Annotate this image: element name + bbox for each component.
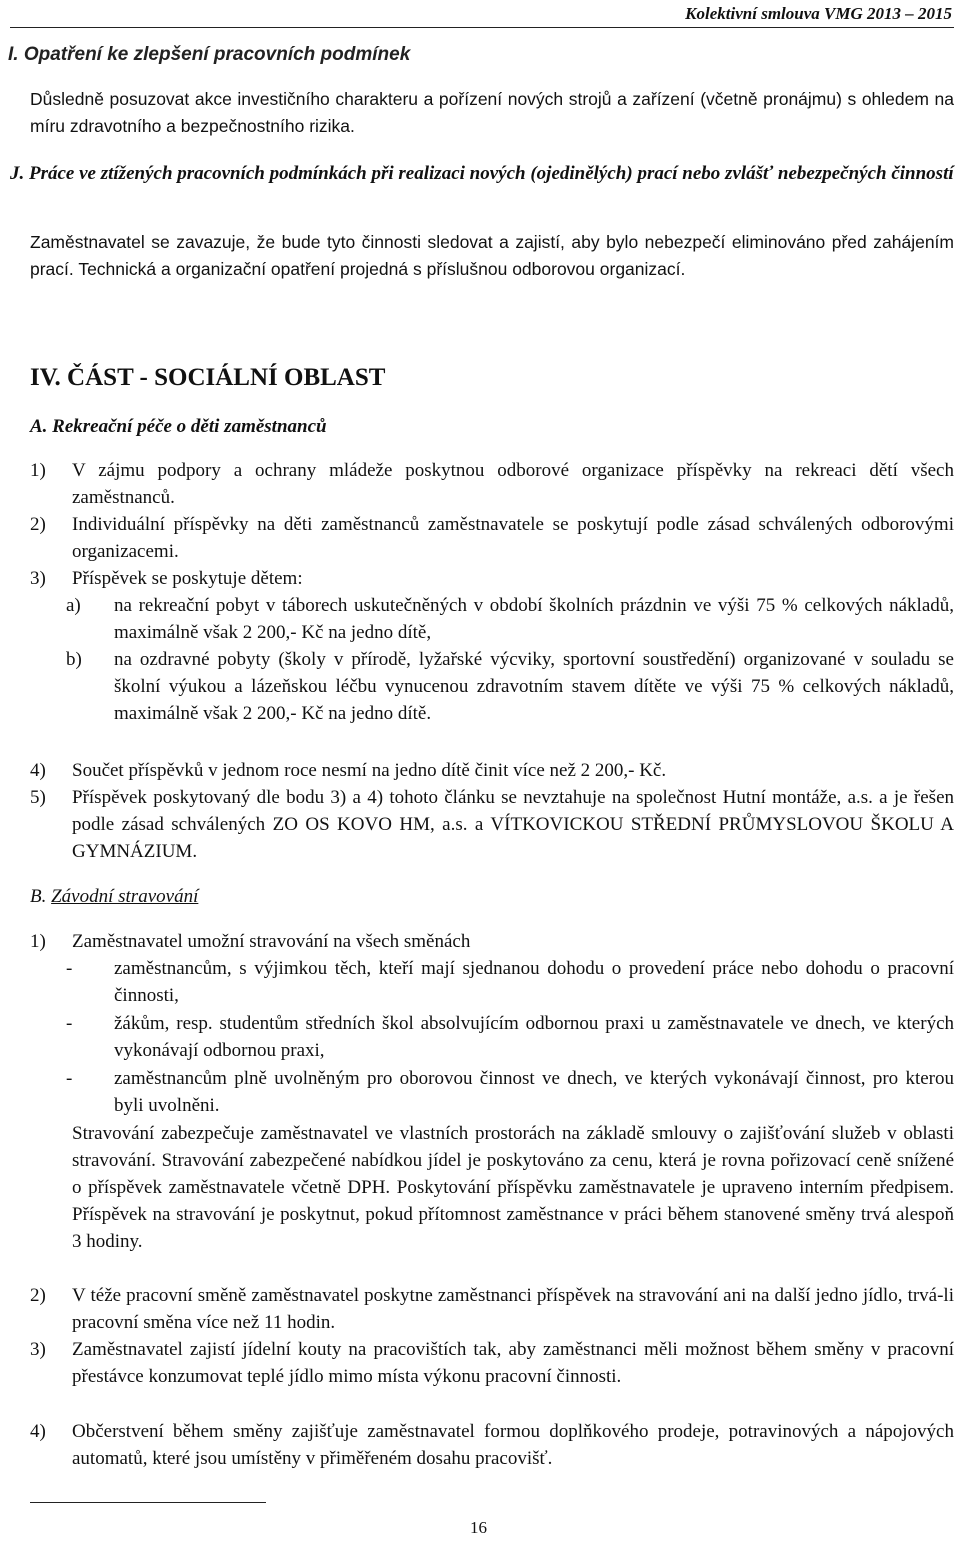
section-j-title: Práce ve ztížených pracovních podmínkách při realizaci nových (ojedinělých) prací nebo zvlášť nebezpečných činností [29,163,954,184]
list-item-text: Zaměstnavatel umožní stravování na všech směnách [72,931,471,952]
list-item [30,757,954,784]
section-b-label: B. [30,886,47,907]
section-a-heading: A. Rekreační péče o děti zaměstnanců [30,416,327,437]
sub-list-item-letter: b) [66,649,82,670]
list-item-number: 2) [30,1285,46,1306]
part-iv-heading: IV. ČÁST - SOCIÁLNÍ OBLAST [30,364,386,391]
dash-item-text: zaměstnancům plně uvolněným pro oborovou činnost ve dnech, ve kterých vykonávají činnost, pro kterou byli uvolněni. [114,1068,954,1116]
sub-list-item [66,592,954,646]
sub-list-item-letter: a) [66,595,81,616]
section-b-title: Závodní stravování [51,886,199,907]
dash-item [66,1010,954,1064]
running-header: Kolektivní smlouva VMG 2013 – 2015 [685,4,952,23]
dash-mark: - [66,1068,73,1089]
list-item [30,1336,954,1417]
list-item-number: 1) [30,460,46,481]
dash-item [66,955,954,1009]
dash-item-text: žákům, resp. studentům středních škol absolvujícím odbornou praxi u zaměstnavatele ve dnech, ve kterých vykonávají odbornou praxi, [114,1013,954,1061]
page-number: 16 [470,1518,487,1537]
list-item-number: 4) [30,1421,46,1442]
section-i-heading: I. Opatření ke zlepšení pracovních podmínek [8,44,411,65]
list-item-text: Občerstvení během směny zajišťuje zaměstnavatel formou doplňkového prodeje, potravinových a nápojových automatů, které jsou umístěny v přiměřeném dosahu pracovišť. [72,1421,954,1469]
sub-list-item [66,646,954,754]
list-item [30,511,954,565]
list-item [30,565,954,592]
sub-list-item-text: na ozdravné pobyty (školy v přírodě, lyžařské výcviky, sportovní soustředění) organizované v souladu se školní výukou a lázeňskou léčbu vynucenou zdravotním stavem dítěte ve výši 75 % celkových nákladů, maximálně však 2 200,- Kč na jedno dítě. [114,649,954,724]
section-b-heading [30,886,198,908]
list-item-number: 3) [30,568,46,589]
list-item-number: 5) [30,787,46,808]
list-item-text: Zaměstnavatel zajistí jídelní kouty na pracovištích tak, aby zaměstnanci měli možnost během směny v pracovní přestávce konzumovat teplé jídlo mimo místa výkonu pracovní činnosti. [72,1339,954,1387]
list-item-text: V téže pracovní směně zaměstnavatel poskytne zaměstnanci příspěvek na stravování ani na další jedno jídlo, trvá-li pracovní směna více než 11 hodin. [72,1285,954,1333]
list-item [30,928,954,955]
dash-item-text: zaměstnancům, s výjimkou těch, kteří mají sjednanou dohodu o provedení práce nebo dohodu o pracovní činnosti, [114,958,954,1006]
section-j-text: Zaměstnavatel se zavazuje, že bude tyto činnosti sledovat a zajistí, aby bylo nebezpečí eliminováno před zahájením prací. Technická a organizační opatření projedná s příslušnou odborovou organizací. [30,232,954,279]
list-item-text: Příspěvek se poskytuje dětem: [72,568,303,589]
list-item [30,784,954,865]
list-item-number: 4) [30,760,46,781]
section-j-label: J. [10,163,25,184]
list-item-number: 2) [30,514,46,535]
list-item-text: Součet příspěvků v jednom roce nesmí na jedno dítě činit více než 2 200,- Kč. [72,760,667,781]
dash-item [66,1065,954,1119]
section-b-paragraph: Stravování zabezpečuje zaměstnavatel ve vlastních prostorách na základě smlouvy o zajišťování služeb v oblasti stravování. Stravování zabezpečené nabídkou jídel je poskytováno za cenu, která je rovna pořizovací ceně snížené o příspěvek zaměstnavatele včetně DPH. Poskytování příspěvku zaměstnavatele je upraveno interním předpisem. Příspěvek na stravování je poskytnut, pokud přítomnost zaměstnance v práci během stanovené směny trvá alespoň 3 hodiny. [72,1123,954,1252]
footer-rule [30,1502,266,1503]
list-item-number: 3) [30,1339,46,1360]
list-item [30,1282,954,1336]
list-item [30,457,954,511]
list-item [30,1418,954,1472]
list-item-text: Příspěvek poskytovaný dle bodu 3) a 4) tohoto článku se nevztahuje na společnost Hutní montáže, a.s. a je řešen podle zásad schválených ZO OS KOVO HM, a.s. a VÍTKOVICKOU STŘEDNÍ PRŮMYSLOVOU ŠKOLU A GYMNÁZIUM. [72,787,954,862]
list-item-number: 1) [30,931,46,952]
dash-mark: - [66,1013,73,1034]
list-item-text: V zájmu podpory a ochrany mládeže poskytnou odborové organizace příspěvky na rekreaci dětí všech zaměstnanců. [72,460,954,508]
list-item-text: Individuální příspěvky na děti zaměstnanců zaměstnavatele se poskytují podle zásad schválených odborovými organizacemi. [72,514,954,562]
dash-mark: - [66,958,73,979]
sub-list-item-text: na rekreační pobyt v táborech uskutečněných v období školních prázdnin ve výši 75 % celkových nákladů, maximálně však 2 200,- Kč na jedno dítě, [114,595,954,643]
section-j-heading [10,160,954,187]
section-i-text: Důsledně posuzovat akce investičního charakteru a pořízení nových strojů a zařízení (včetně pronájmu) s ohledem na míru zdravotního a bezpečnostního rizika. [30,89,954,136]
header-rule [10,27,954,28]
